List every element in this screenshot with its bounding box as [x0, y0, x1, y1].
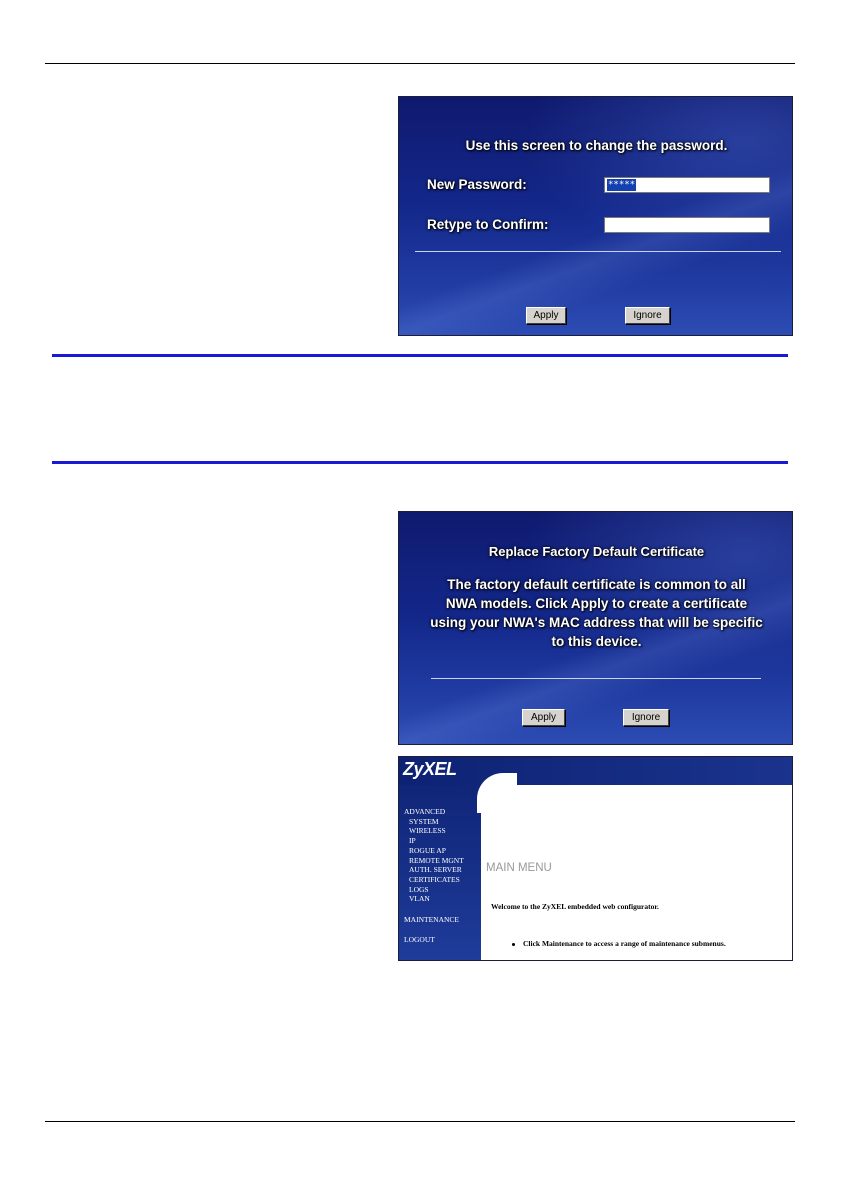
nav-item-logs[interactable]: LOGS [409, 884, 429, 894]
retype-password-label: Retype to Confirm: [427, 217, 549, 232]
password-divider [415, 251, 781, 252]
replace-certificate-screen [398, 511, 793, 745]
certificate-body-line-3: using your NWA's MAC address that will be specific [430, 615, 763, 630]
main-menu-screen [398, 756, 793, 961]
zyxel-logo: ZyXEL [403, 759, 457, 779]
certificate-ignore-button[interactable]: Ignore [623, 709, 669, 726]
note-bottom-rule [52, 461, 788, 464]
welcome-text: Welcome to the ZyXEL embedded web configurator. [491, 902, 659, 911]
nav-item-remote-mgnt[interactable]: REMOTE MGNT [409, 855, 464, 865]
note-top-rule [52, 354, 788, 357]
retype-password-field[interactable] [604, 217, 770, 233]
password-ignore-button[interactable]: Ignore [625, 307, 670, 324]
top-banner [399, 757, 792, 785]
certificate-body-line-4: to this device. [551, 634, 642, 649]
nav-logout[interactable]: LOGOUT [404, 935, 435, 944]
header-rule [45, 63, 795, 64]
nav-item-certificates[interactable]: CERTIFICATES [409, 874, 460, 884]
nav-item-ip[interactable]: IP [409, 836, 416, 846]
main-menu-title: MAIN MENU [486, 862, 552, 874]
certificate-body-line-1: The factory default certificate is common to all [447, 577, 746, 592]
nav-maintenance[interactable]: MAINTENANCE [404, 915, 459, 924]
password-screen-title: Use this screen to change the password. [465, 138, 728, 153]
password-apply-button[interactable]: Apply [526, 307, 566, 324]
maintenance-bullet [512, 939, 726, 948]
sidebar-nav [404, 807, 464, 904]
certificate-divider [431, 678, 761, 679]
bullet-icon [512, 943, 515, 946]
new-password-value: ***** [608, 180, 636, 190]
certificate-apply-button[interactable]: Apply [522, 709, 565, 726]
nav-item-wireless[interactable]: WIRELESS [409, 826, 446, 836]
new-password-label: New Password: [427, 177, 527, 192]
nav-item-vlan[interactable]: VLAN [409, 894, 430, 904]
certificate-body-line-2: NWA models. Click Apply to create a certificate [445, 596, 748, 611]
nav-item-auth-server[interactable]: AUTH. SERVER [409, 865, 462, 875]
new-password-field[interactable] [604, 177, 770, 193]
maintenance-bullet-text: Click Maintenance to access a range of maintenance submenus. [523, 939, 726, 948]
nav-advanced[interactable]: ADVANCED [404, 807, 446, 816]
nav-item-rogue-ap[interactable]: ROGUE AP [409, 845, 446, 855]
nav-item-system[interactable]: SYSTEM [409, 816, 439, 826]
certificate-screen-title: Replace Factory Default Certificate [488, 544, 705, 559]
footer-rule [45, 1121, 795, 1122]
change-password-screen [398, 96, 793, 336]
